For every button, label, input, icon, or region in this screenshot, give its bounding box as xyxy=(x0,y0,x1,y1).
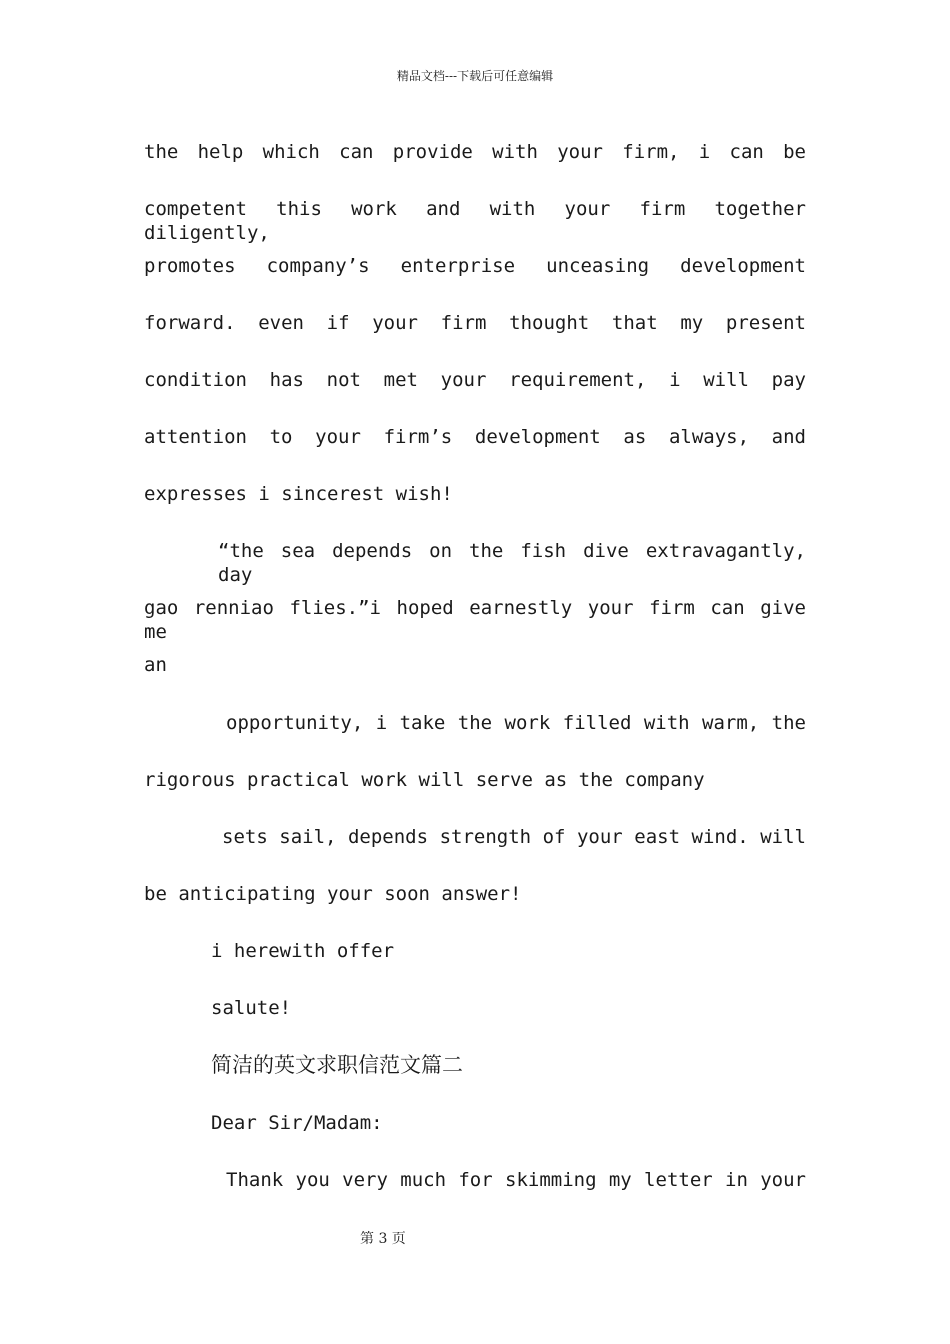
closing-line: i herewith offer xyxy=(211,940,395,962)
body-line: expresses i sincerest wish! xyxy=(144,483,453,505)
body-line: an xyxy=(144,654,167,676)
body-line: sets sail, depends strength of your east wind. will xyxy=(222,826,806,848)
page-number: 第 3 页 xyxy=(360,1231,406,1247)
body-line: opportunity, i take the work filled with warm, the xyxy=(226,712,806,734)
body-line: gao renniao flies.”i hoped earnestly your firm can give me xyxy=(144,597,806,643)
body-line: “the sea depends on the fish dive extravagantly, day xyxy=(218,540,806,586)
body-line: forward. even if your firm thought that my present xyxy=(144,312,806,334)
body-line: be anticipating your soon answer! xyxy=(144,883,522,905)
salutation-line: Dear Sir/Madam: xyxy=(211,1112,383,1134)
body-line: the help which can provide with your firm, i can be xyxy=(144,141,806,163)
body-line: competent this work and with your firm together diligently, xyxy=(144,198,806,244)
body-line: promotes company’s enterprise unceasing development xyxy=(144,255,806,277)
section-heading: 简洁的英文求职信范文篇二 xyxy=(211,1053,463,1077)
body-line: Thank you very much for skimming my letter in your xyxy=(226,1169,806,1191)
body-line: condition has not met your requirement, i will pay xyxy=(144,369,806,391)
body-line: rigorous practical work will serve as the company xyxy=(144,769,705,791)
body-line: attention to your firm’s development as always, and xyxy=(144,426,806,448)
closing-line: salute! xyxy=(211,997,292,1019)
page-header: 精品文档---下载后可任意编辑 xyxy=(396,69,554,83)
